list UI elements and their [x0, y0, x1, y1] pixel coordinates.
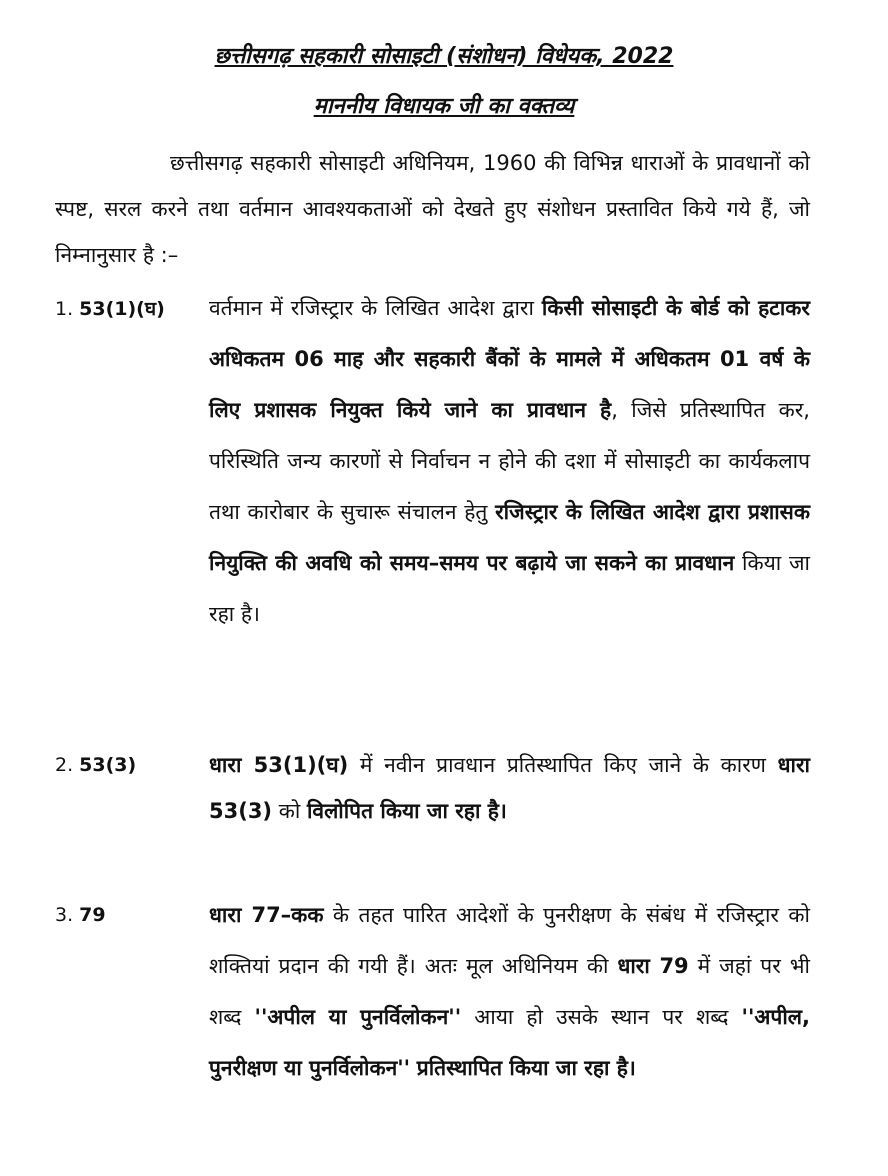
text-segment: किया जा रहा है।: [209, 551, 810, 626]
bold-segment: धारा 53(3): [209, 753, 810, 823]
item-section: 53(3): [79, 754, 137, 776]
text-segment: को: [272, 799, 307, 823]
bold-segment: धारा 77–कक: [209, 903, 324, 927]
item-1-number: [55, 286, 165, 332]
item-number: 3.: [55, 904, 74, 926]
text-segment: , जिसे प्रतिस्थापित कर, परिस्थिति जन्य कारणों से निर्वाचन न होने की दशा में सोसाइटी का कार्यकलाप तथा कारोबार के सुचारू संचालन हेतु: [209, 398, 810, 524]
item-section: 79: [79, 904, 106, 926]
bold-segment: ''अपील, पुनरीक्षण या पुनर्विलोकन'': [209, 1005, 811, 1080]
item-2-text: [209, 742, 810, 834]
bold-segment: धारा 79: [617, 954, 689, 978]
item-number: 2.: [55, 754, 74, 776]
item-3-number: [55, 892, 106, 938]
bold-segment: धारा 53(1)(घ): [209, 753, 349, 777]
bold-segment: प्रतिस्थापित किया जा रहा है।: [416, 1056, 636, 1080]
text-segment: में जहां पर भी शब्द: [209, 954, 810, 1029]
text-segment: आया हो उसके स्थान पर शब्द: [461, 1005, 742, 1029]
bold-segment: रजिस्ट्रार के लिखित आदेश द्वारा प्रशासक नियुक्ति की अवधि को समय–समय पर बढ़ाये जा सकने का प्रावधान: [209, 500, 810, 575]
document-title: छत्तीसगढ़ सहकारी सोसाइटी (संशोधन) विधेयक, 2022: [214, 44, 674, 69]
bold-segment: विलोपित किया जा रहा है।: [306, 799, 507, 823]
bold-segment: किसी सोसाइटी के बोर्ड को हटाकर अधिकतम 06 माह और सहकारी बैंकों के मामले में अधिकतम 01 वर्ष के लिए प्रशासक नियुक्त किये जाने का प्रावधान है: [209, 296, 810, 422]
intro-paragraph: छत्तीसगढ़ सहकारी सोसाइटी अधिनियम, 1960 की विभिन्न धाराओं के प्रावधानों को स्पष्ट, सरल करने तथा वर्तमान आवश्यकताओं को देखते हुए संशोधन प्रस्तावित किये गये हैं, जो निम्नानुसार है :–: [55, 151, 810, 267]
item-2-number: [55, 742, 136, 788]
bold-segment: ''अपील या पुनर्विलोकन'': [254, 1005, 462, 1029]
text-segment: के तहत पारित आदेशों के पुनरीक्षण के संबंध में रजिस्ट्रार को शक्तियां प्रदान की गयी हैं। अतः मूल अधिनियम की: [209, 903, 810, 978]
item-1-text: [209, 283, 810, 640]
text-segment: वर्तमान में रजिस्ट्रार के लिखित आदेश द्वारा: [209, 296, 542, 320]
text-segment: [410, 1056, 417, 1080]
item-section: 53(1)(घ): [79, 298, 165, 320]
item-number: 1.: [55, 298, 74, 320]
text-segment: में नवीन प्रावधान प्रतिस्थापित किए जाने के कारण: [348, 753, 778, 777]
document-subtitle: माननीय विधायक जी का वक्तव्य: [313, 94, 575, 119]
item-3-text: [209, 890, 810, 1094]
